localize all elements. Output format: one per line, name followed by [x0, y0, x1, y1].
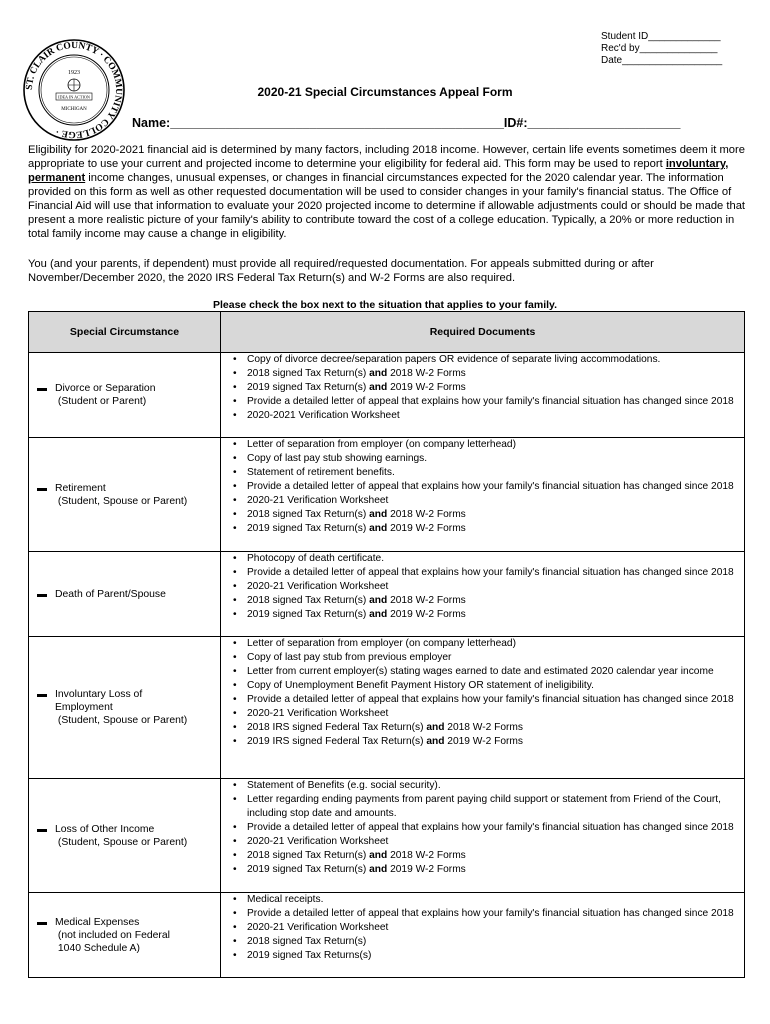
circumstance-line: Death of Parent/Spouse	[55, 588, 166, 600]
documents-cell	[221, 353, 745, 438]
circumstance-checkbox[interactable]	[37, 594, 47, 597]
document-item: • Provide a detailed letter of appeal that explains how your family's financial situation has changed since 2018	[227, 566, 740, 580]
documents-list	[227, 552, 740, 622]
circumstances-table	[28, 311, 745, 978]
circumstance-checkbox[interactable]	[37, 388, 47, 391]
circumstance-line: Loss of Other Income	[55, 823, 155, 835]
circumstance-checkbox[interactable]	[37, 922, 47, 925]
documents-list	[227, 637, 740, 749]
circumstance-label	[55, 382, 156, 408]
intro-text-after: income changes, unusual expenses, or changes in financial circumstances expected for the 2020 calendar year. The information provided on this form as well as other requested documentation will be used to consider changes in your family's financial status. The Office of Financial Aid will use that information to evaluate your 2020 projected income to determine if allowable adjustments could or should be made that present a more realistic picture of your family's ability to contribute toward the cost of a college education. Typically, a 20% or more reduction in total family income may cause a change in eligibility.	[28, 172, 746, 240]
circumstance-label	[55, 916, 170, 955]
intro-paragraph	[28, 143, 746, 241]
documents-list	[227, 353, 740, 423]
documents-cell	[221, 438, 745, 552]
circumstance-label	[55, 588, 166, 601]
documents-cell	[221, 893, 745, 978]
seal-year: 1923	[68, 70, 80, 76]
document-item: • Letter from current employer(s) stating wages earned to date and estimated 2020 calendar year income	[227, 665, 740, 679]
documents-cell	[221, 637, 745, 779]
document-item: • Provide a detailed letter of appeal that explains how your family's financial situation has changed since 2018	[227, 395, 740, 409]
circumstance-checkbox[interactable]	[37, 488, 47, 491]
circumstance-line: (Student or Parent)	[55, 396, 147, 407]
document-item: • 2019 signed Tax Returns(s)	[227, 949, 740, 963]
circumstance-line: 1040 Schedule A)	[55, 942, 140, 954]
circumstance-line: (Student, Spouse or Parent)	[55, 715, 188, 726]
document-item: • 2020-21 Verification Worksheet	[227, 921, 740, 935]
document-item: • 2018 signed Tax Return(s) and 2018 W-2 Forms	[227, 367, 740, 381]
circumstance-cell	[29, 893, 221, 978]
document-item: • Letter of separation from employer (on company letterhead)	[227, 637, 740, 651]
header-special-circumstance: Special Circumstance	[29, 312, 221, 353]
document-item: • Provide a detailed letter of appeal that explains how your family's financial situation has changed since 2018	[227, 480, 740, 494]
table-row	[29, 353, 745, 438]
document-item: • 2020-21 Verification Worksheet	[227, 580, 740, 594]
circumstance-line: Retirement	[55, 482, 106, 494]
document-item: • 2020-21 Verification Worksheet	[227, 835, 740, 849]
document-item: • Provide a detailed letter of appeal that explains how your family's financial situation has changed since 2018	[227, 821, 740, 835]
circumstance-cell	[29, 637, 221, 779]
document-item: • Letter regarding ending payments from parent paying child support or statement from Friend of the Court, including stop date and amounts.	[227, 793, 740, 821]
document-item: • 2018 signed Tax Return(s) and 2018 W-2 Forms	[227, 508, 740, 522]
circumstance-line: Divorce or Separation	[55, 383, 156, 394]
recd-by-field[interactable]: Rec'd by______________	[601, 43, 718, 54]
document-item: • 2018 signed Tax Return(s) and 2018 W-2 Forms	[227, 594, 740, 608]
document-item: • 2019 IRS signed Federal Tax Return(s) and 2019 W-2 Forms	[227, 735, 740, 749]
student-id-field[interactable]: Student ID_____________	[601, 31, 721, 42]
intro-emphasis: involuntary, permanent	[28, 158, 729, 184]
document-item: • 2018 IRS signed Federal Tax Return(s) and 2018 W-2 Forms	[227, 721, 740, 735]
document-item: • Letter of separation from employer (on company letterhead)	[227, 438, 740, 452]
document-item: • Photocopy of death certificate.	[227, 552, 740, 566]
table-row	[29, 893, 745, 978]
document-item: • Copy of last pay stub from previous employer	[227, 651, 740, 665]
name-id-field[interactable]: Name:________________________________________________ID#:______________________	[132, 116, 681, 130]
documents-list	[227, 438, 740, 536]
documents-list	[227, 779, 740, 877]
intro-text-before: Eligibility for 2020-2021 financial aid is determined by many factors, including 2018 income. However, certain life events sometimes deem it more appropriate to use your current and projected income to determine your eligibility for federal aid. This form may be used to report	[28, 144, 745, 170]
circumstance-line: (Student, Spouse or Parent)	[55, 836, 188, 848]
documentation-paragraph: You (and your parents, if dependent) must provide all required/requested documentation. For appeals submitted during or after November/December 2020, the 2020 IRS Federal Tax Return(s) and W-2 Forms are also required.	[28, 258, 654, 284]
circumstance-label	[55, 688, 187, 727]
circumstance-checkbox[interactable]	[37, 694, 47, 697]
seal-ring-text: ST. CLAIR COUNTY · COMMUNITY COLLEGE ·	[24, 40, 124, 140]
document-item: • 2020-2021 Verification Worksheet	[227, 409, 740, 423]
circumstance-label	[55, 482, 187, 508]
circumstance-cell	[29, 438, 221, 552]
circumstance-cell	[29, 353, 221, 438]
document-item: • 2019 signed Tax Return(s) and 2019 W-2 Forms	[227, 863, 740, 877]
seal-state: MICHIGAN	[61, 107, 87, 112]
circumstance-checkbox[interactable]	[37, 829, 47, 832]
document-item: • Medical receipts.	[227, 893, 740, 907]
document-item: • 2018 signed Tax Return(s) and 2018 W-2 Forms	[227, 849, 740, 863]
circumstance-cell	[29, 552, 221, 637]
circumstance-line: Medical Expenses	[55, 916, 140, 928]
form-title: 2020-21 Special Circumstances Appeal Form	[257, 85, 513, 99]
document-item: • 2020-21 Verification Worksheet	[227, 707, 740, 721]
circumstance-line: (Student, Spouse or Parent)	[55, 495, 188, 507]
table-row	[29, 779, 745, 893]
documents-cell	[221, 779, 745, 893]
document-item: • Copy of Unemployment Benefit Payment History OR statement of ineligibility.	[227, 679, 740, 693]
document-item: • 2019 signed Tax Return(s) and 2019 W-2 Forms	[227, 381, 740, 395]
circumstance-cell	[29, 779, 221, 893]
document-item: • 2018 signed Tax Return(s)	[227, 935, 740, 949]
instruction-text: Please check the box next to the situation that applies to your family.	[212, 299, 558, 311]
circumstance-line: Employment	[55, 702, 113, 713]
document-item: • Copy of last pay stub showing earnings.	[227, 452, 740, 466]
documents-list	[227, 893, 740, 963]
table-row	[29, 552, 745, 637]
circumstance-line: (not included on Federal	[55, 929, 170, 941]
table-row	[29, 637, 745, 779]
documents-cell	[221, 552, 745, 637]
document-item: • Statement of retirement benefits.	[227, 466, 740, 480]
table-row	[29, 438, 745, 552]
document-item: • Copy of divorce decree/separation papers OR evidence of separate living accommodations.	[227, 353, 740, 367]
document-item: • 2019 signed Tax Return(s) and 2019 W-2 Forms	[227, 522, 740, 536]
document-item: • Provide a detailed letter of appeal that explains how your family's financial situation has changed since 2018	[227, 907, 740, 921]
document-item: • 2020-21 Verification Worksheet	[227, 494, 740, 508]
circumstance-line: Involuntary Loss of	[55, 689, 143, 700]
circumstance-label	[55, 823, 187, 849]
office-use-fields	[601, 31, 722, 67]
seal-banner: IDEA IN ACTION	[58, 94, 90, 100]
header-required-documents: Required Documents	[221, 312, 745, 353]
document-item: • 2019 signed Tax Return(s) and 2019 W-2 Forms	[227, 608, 740, 622]
document-item: • Provide a detailed letter of appeal that explains how your family's financial situation has changed since 2018	[227, 693, 740, 707]
date-field[interactable]: Date__________________	[601, 55, 723, 66]
document-item: • Statement of Benefits (e.g. social security).	[227, 779, 740, 793]
